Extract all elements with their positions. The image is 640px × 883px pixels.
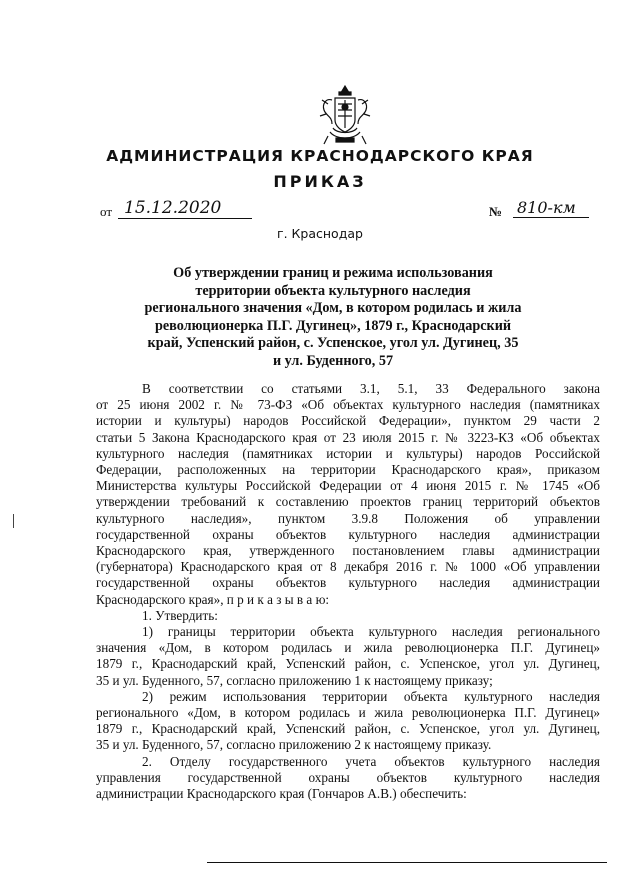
number-value: 810-км — [513, 198, 589, 218]
body-line: Министерства культуры Российской Федерации от 4 июня 2015 г. № 1745 «Об — [96, 478, 600, 494]
body-line: государственной охраны объектов культурного наследия администрации — [96, 526, 600, 542]
body-line: культурного наследия (памятниках истории и культуры) народов Российской — [96, 445, 600, 461]
body-line: статьи 5 Закона Краснодарского края от 23 июля 2015 г. № 3223-КЗ «Об объектах — [96, 429, 600, 445]
body-line: Федерации, расположенных на территории Краснодарского края», приказом — [96, 462, 600, 478]
document-type: ПРИКАЗ — [273, 172, 367, 191]
list-item-heading: 1. Утвердить: — [142, 607, 218, 623]
body-line: Краснодарского края, утвержденного постановлением главы администрации — [96, 543, 600, 559]
body-line: администрации Краснодарского края (Гончаров А.В.) обеспечить: — [96, 786, 467, 802]
date-label: от — [100, 204, 113, 219]
list-item: 2. Отделу государственного учета объектов культурного наследия — [142, 753, 600, 769]
body-line: утверждении требований к составлению проектов границ территорий объектов — [96, 494, 600, 510]
organization-name: АДМИНИСТРАЦИЯ КРАСНОДАРСКОГО КРАЯ — [106, 147, 534, 165]
body-line: государственной охраны объектов культурного наследия администрации — [96, 575, 600, 591]
body-line: управления государственной охраны объектов культурного наследия — [96, 769, 600, 785]
body-line: (губернатора) Краснодарского края от 8 декабря 2016 г. № 1000 «Об управлении — [96, 559, 600, 575]
body-line: 1879 г., Краснодарский край, Успенский район, с. Успенское, угол ул. Дугинец, — [96, 656, 600, 672]
number-label: № — [489, 204, 503, 219]
city-name: г. Краснодар — [277, 226, 363, 241]
body-line: от 25 июня 2002 г. № 73-ФЗ «Об объектах культурного наследия (памятниках — [96, 397, 600, 413]
title-line: территории объекта культурного наследия — [195, 282, 471, 299]
body-line: 35 и ул. Буденного, 57, согласно приложению 2 к настоящему приказу. — [96, 737, 492, 753]
title-line: и ул. Буденного, 57 — [272, 352, 394, 369]
scan-margin-mark — [13, 514, 14, 528]
body-line: В соответствии со статьями 3.1, 5.1, 33 Федерального закона — [142, 381, 600, 396]
footer-rule — [207, 862, 607, 863]
list-item: 1) границы территории объекта культурного наследия регионального — [142, 624, 600, 640]
document-body — [96, 381, 600, 802]
title-line: Об утверждении границ и режима использования — [173, 265, 493, 281]
title-line: регионального значения «Дом, в котором родилась и жила — [144, 300, 522, 317]
body-line: истории и культуры) народов Российской Федерации», пунктом 29 части 2 — [96, 413, 600, 429]
body-line: 35 и ул. Буденного, 57, согласно приложению 1 к настоящему приказу; — [96, 672, 493, 688]
body-line: 1879 г., Краснодарский край, Успенский район, с. Успенское, угол ул. Дугинец, — [96, 721, 600, 737]
body-line: культурного наследия», пунктом 3.9.8 Положения об управлении — [96, 510, 600, 526]
body-line: значения «Дом, в котором родилась и жила революционерка П.Г. Дугинец» — [96, 640, 600, 656]
coat-of-arms-emblem — [318, 84, 372, 146]
body-line: Краснодарского края», п р и к а з ы в а ю: — [96, 591, 330, 607]
date-value: 15.12.2020 — [118, 198, 252, 219]
title-line: край, Успенский район, с. Успенское, угол ул. Дугинец, 35 — [147, 335, 519, 352]
body-line: регионального «Дом, в котором родилась и жила революционерка П.Г. Дугинец» — [96, 705, 600, 721]
title-line: революционерка П.Г. Дугинец», 1879 г., Краснодарский — [154, 317, 512, 334]
list-item: 2) режим использования территории объекта культурного наследия — [142, 688, 600, 704]
document-title — [140, 265, 526, 371]
